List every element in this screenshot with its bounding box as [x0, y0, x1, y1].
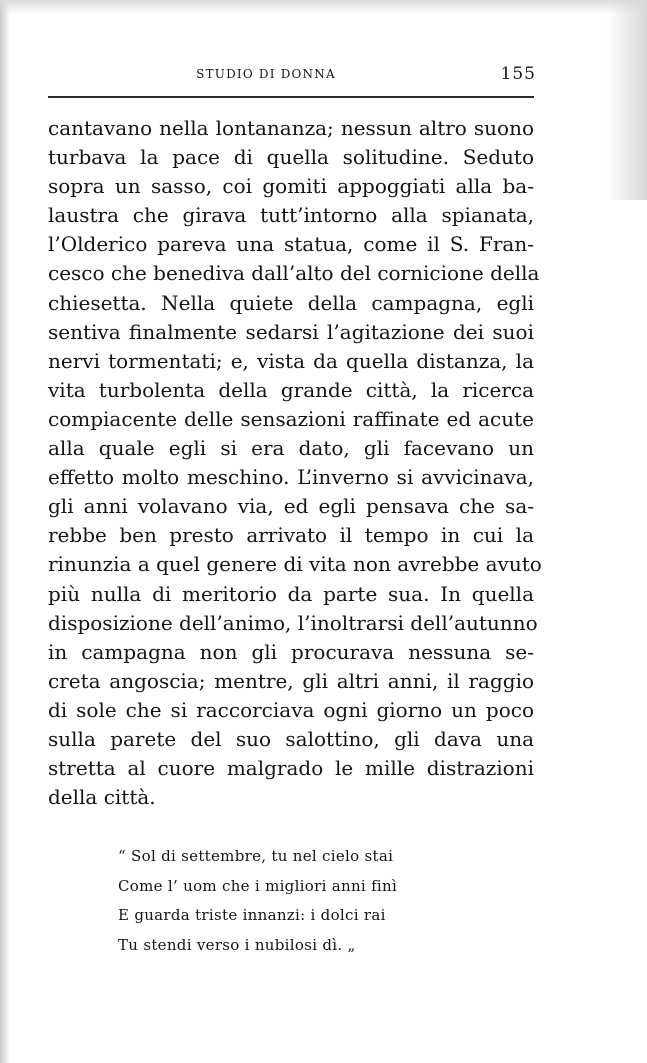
page-edge-shadow-left [0, 0, 10, 1063]
paragraph-line: alla quale egli si era dato, gli facevano un [48, 436, 534, 461]
running-title: STUDIO DI DONNA [196, 67, 336, 81]
paragraph-line: laustra che girava tutt’intorno alla spianata, [48, 203, 534, 228]
paragraph-line: cesco che benediva dall’alto del cornicione della [48, 261, 540, 286]
page-edge-shadow-top [0, 0, 647, 14]
paragraph-line: l’Olderico pareva una statua, come il S. Fran- [48, 232, 534, 257]
paragraph-line: disposizione dell’animo, l’inoltrarsi dell’autunno [48, 610, 538, 635]
paragraph-line: cantavano nella lontananza; nessun altro suono [48, 116, 534, 140]
verse-quotation [118, 842, 538, 960]
paragraph-line: turbava la pace di quella solitudine. Seduto [48, 145, 534, 170]
paragraph-line: nervi tormentati; e, vista da quella distanza, la [48, 348, 534, 373]
verse-line: E guarda triste innanzi: i dolci rai [118, 906, 386, 924]
paragraph-line: sulla parete del suo salottino, gli dava una [48, 726, 534, 751]
paragraph-line: della città. [48, 785, 156, 810]
paragraph-line: in campagna non gli procurava nessuna se- [48, 639, 534, 664]
paragraph-line: sopra un sasso, coi gomiti appoggiati alla ba- [48, 174, 534, 199]
verse-line: “ Sol di settembre, tu nel cielo stai [118, 847, 394, 865]
paragraph-line: gli anni volavano via, ed egli pensava che sa- [48, 494, 534, 519]
paragraph-line: compiacente delle sensazioni raffinate ed acute [48, 406, 534, 431]
paragraph-line: creta angoscia; mentre, gli altri anni, il raggio [48, 668, 534, 693]
body-paragraph [48, 114, 542, 812]
paragraph-line: stretta al cuore malgrado le mille distrazioni [48, 756, 534, 781]
paragraph-line: rinunzia a quel genere di vita non avrebbe avuto [48, 552, 542, 577]
paragraph-line: sentiva finalmente sedarsi l’agitazione dei suoi [48, 319, 534, 344]
paragraph-line: di sole che si raccorciava ogni giorno un poco [48, 697, 534, 722]
paragraph-line: chiesetta. Nella quiete della campagna, egli [48, 290, 534, 315]
paragraph-line: effetto molto meschino. L’inverno si avvicinava, [48, 465, 534, 490]
page-edge-shadow-right [607, 0, 647, 200]
page-number: 155 [500, 64, 536, 84]
paragraph-line: rebbe ben presto arrivato il tempo in cui la [48, 523, 534, 548]
running-head [48, 64, 536, 88]
header-rule [48, 96, 534, 98]
paragraph-line: più nulla di meritorio da parte sua. In quella [48, 581, 534, 606]
verse-line: Tu stendi verso i nubilosi dì. „ [118, 935, 356, 954]
verse-line: Come l’ uom che i migliori anni finì [118, 876, 398, 895]
paragraph-line: vita turbolenta della grande città, la ricerca [48, 377, 534, 402]
